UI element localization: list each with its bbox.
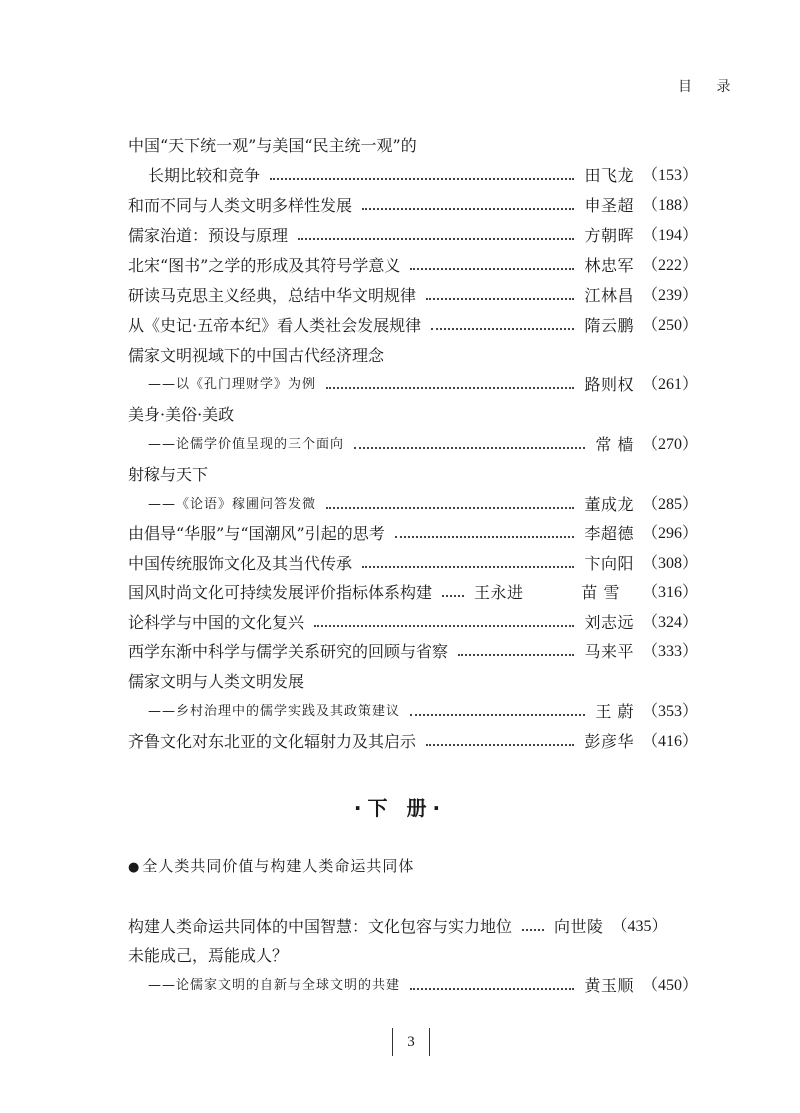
leader-dots	[410, 266, 574, 270]
toc-entry-page: （222）	[641, 257, 698, 274]
toc-entry[interactable]	[128, 608, 698, 638]
leader-dots	[395, 534, 575, 538]
toc-entry-author: 方朝晖	[584, 226, 634, 245]
toc-entry[interactable]	[148, 971, 698, 1001]
leader-dots	[362, 564, 574, 568]
toc-entry-author-2: 苗 雪	[581, 583, 620, 602]
toc-entry-title: 和而不同与人类文明多样性发展	[128, 196, 353, 215]
leader-dots	[326, 505, 574, 509]
leader-dots	[314, 623, 574, 627]
toc-entry-subtitle: ——《论语》稼圃问答发微	[148, 497, 317, 512]
toc-entry-page: （261）	[641, 376, 698, 393]
toc-entry-title: 齐鲁文化对东北亚的文化辐射力及其启示	[128, 732, 417, 751]
toc-entry-page: （353）	[641, 703, 698, 720]
toc-entry-title: 儒家治道：预设与原理	[128, 226, 289, 245]
running-head: 目 录	[678, 79, 741, 95]
toc-entry[interactable]	[148, 370, 698, 400]
toc-entry-subtitle: ——论儒家文明的自新与全球文明的共建	[148, 978, 401, 993]
toc-entry-page: （308）	[641, 555, 698, 572]
toc-entry-author: 王永进	[474, 583, 524, 602]
toc-entry[interactable]	[128, 549, 698, 579]
toc-entry[interactable]	[128, 191, 698, 221]
toc-entry-author: 董成龙	[584, 495, 634, 514]
toc-entry-author: 彭彦华	[584, 732, 634, 751]
toc-entry-page: （188）	[641, 197, 698, 214]
toc-entry-author: 田飞龙	[584, 166, 634, 185]
leader-dots	[522, 927, 544, 931]
toc-entry-subtitle: ——以《孔门理财学》为例	[148, 377, 317, 392]
toc-entry-title: 中国“天下统一观”与美国“民主统一观”的	[128, 136, 417, 155]
toc-entry[interactable]	[148, 490, 698, 520]
toc-entry-page: （450）	[641, 977, 698, 994]
toc-entry[interactable]	[128, 311, 698, 341]
toc-entry-page: （153）	[641, 167, 698, 184]
toc-entry-page: （250）	[641, 317, 698, 334]
toc-entry-title: 由倡导“华服”与“国潮风”引起的思考	[128, 524, 385, 543]
leader-dots	[298, 236, 574, 240]
toc-entry-author: 黄玉顺	[584, 976, 634, 995]
toc-entry-author: 隋云鹏	[584, 316, 634, 335]
toc-entry-title: 儒家文明视域下的中国古代经济理念	[128, 346, 385, 365]
toc-entry[interactable]	[128, 637, 698, 667]
toc-entry-page: （285）	[641, 496, 698, 513]
toc-entry-title: 射稼与天下	[128, 465, 209, 484]
toc-entry-author: 刘志远	[584, 613, 634, 632]
toc-entry-page: （316）	[641, 584, 698, 601]
leader-dots	[410, 712, 585, 716]
toc-entry-author: 路则权	[584, 375, 634, 394]
toc-entry-title: 美身·美俗·美政	[128, 405, 235, 424]
toc-entry-author: 江林昌	[584, 286, 634, 305]
toc-entry-author: 马来平	[584, 642, 634, 661]
toc-entry-title: 长期比较和竞争	[148, 166, 261, 185]
toc-entry[interactable]	[128, 727, 698, 757]
section-heading	[128, 855, 414, 876]
toc-entry-author: 卞向阳	[584, 554, 634, 573]
leader-dots	[362, 206, 574, 210]
toc-entry[interactable]	[128, 251, 698, 281]
toc-entry-title: 西学东渐中科学与儒学关系研究的回顾与省察	[128, 642, 449, 661]
toc-entry-page: （296）	[641, 525, 698, 542]
toc-entry-page: （239）	[641, 287, 698, 304]
toc-entry-page: （194）	[641, 227, 698, 244]
toc-entry-title: 未能成己，焉能成人？	[128, 946, 289, 965]
toc-entry[interactable]	[128, 221, 698, 251]
toc-entry[interactable]	[128, 519, 698, 549]
toc-entry[interactable]	[128, 912, 698, 942]
leader-dots	[431, 326, 574, 330]
toc-entry-title: 北宋“图书”之学的形成及其符号学意义	[128, 256, 401, 275]
toc-entry-title: 从《史记·五帝本纪》看人类社会发展规律	[128, 316, 422, 335]
toc-entry-author: 常 樯	[595, 435, 634, 454]
toc-entry-title: 论科学与中国的文化复兴	[128, 613, 305, 632]
leader-dots	[426, 742, 574, 746]
toc-entry-author: 王 蔚	[595, 702, 634, 721]
toc-entry-page: （416）	[641, 733, 698, 750]
toc-entry[interactable]	[128, 578, 698, 608]
toc-entry-page: （333）	[641, 643, 698, 660]
toc-entry-subtitle: ——论儒学价值呈现的三个面向	[148, 437, 345, 452]
leader-dots	[426, 296, 574, 300]
toc-entry-title: 国风时尚文化可持续发展评价指标体系构建	[128, 583, 433, 602]
toc-entry-page: （270）	[641, 436, 698, 453]
leader-dots	[326, 385, 574, 389]
toc-entry-author: 向世陵	[554, 917, 604, 936]
leader-dots	[410, 986, 574, 990]
toc-entry-title: 构建人类命运共同体的中国智慧：文化包容与实力地位	[128, 917, 513, 936]
section-heading-text: 全人类共同价值与构建人类命运共同体	[142, 857, 415, 875]
toc-entry-title: 中国传统服饰文化及其当代传承	[128, 554, 353, 573]
toc-entry-title: 儒家文明与人类文明发展	[128, 672, 305, 691]
toc-entry-subtitle: ——乡村治理中的儒学实践及其政策建议	[148, 704, 401, 719]
toc-entry-page: （435）	[611, 918, 668, 935]
toc-entry-author: 李超德	[584, 524, 634, 543]
toc-entry-author: 申圣超	[584, 196, 634, 215]
toc-entry-author: 林忠军	[584, 256, 634, 275]
toc-entry[interactable]	[148, 697, 698, 727]
bullet-icon: ●	[128, 860, 141, 875]
toc-entry-title: 研读马克思主义经典，总结中华文明规律	[128, 286, 417, 305]
toc-entry-page: （324）	[641, 614, 698, 631]
leader-dots	[270, 176, 574, 180]
leader-dots	[442, 593, 464, 597]
page-number: 3	[392, 1028, 430, 1056]
toc-entry[interactable]	[148, 161, 698, 191]
volume-heading: ·下 册·	[353, 796, 447, 820]
toc-entry[interactable]	[128, 281, 698, 311]
leader-dots	[354, 445, 585, 449]
leader-dots	[458, 652, 574, 656]
toc-entry[interactable]	[148, 430, 698, 460]
